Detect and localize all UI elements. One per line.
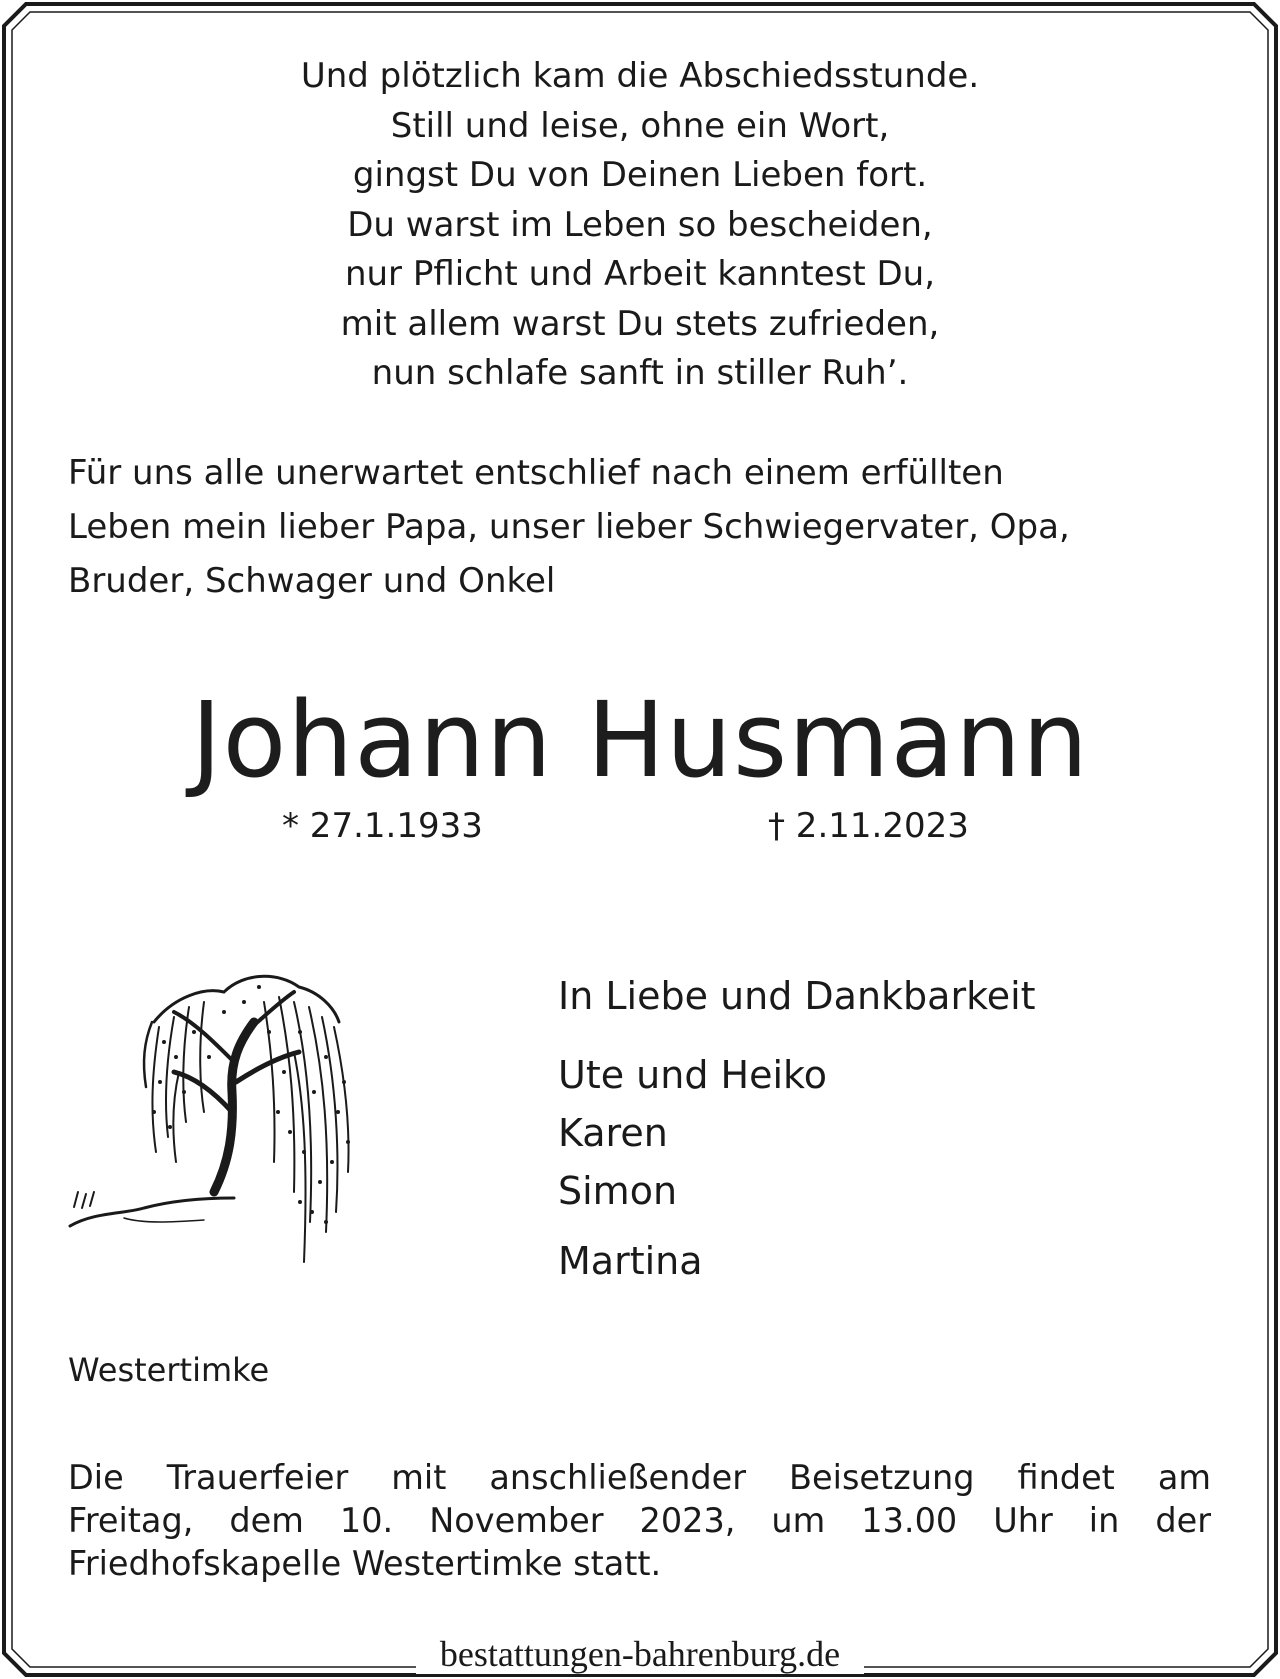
- poem: [0, 52, 1280, 399]
- mourners-list: [558, 1046, 827, 1290]
- intro-text: [68, 446, 1218, 608]
- notice-line: Friedhofskapelle Westertimke statt.: [68, 1544, 662, 1583]
- poem-line: gingst Du von Deinen Lieben fort.: [352, 155, 928, 195]
- notice-line: Die Trauerfeier mit anschließender Beisetzung findet am: [68, 1458, 1211, 1497]
- place-name: Westertimke: [68, 1351, 270, 1389]
- notice-line: Freitag, dem 10. November 2023, um 13.00 Uhr in der: [68, 1501, 1211, 1540]
- birth-date: * 27.1.1933: [282, 806, 483, 846]
- funeral-notice: [68, 1456, 1211, 1585]
- mourner-name: Ute und Heiko: [558, 1053, 827, 1097]
- mourner-name: Karen: [558, 1111, 668, 1155]
- weeping-willow-icon: [64, 962, 394, 1322]
- footer: [0, 1632, 1280, 1676]
- poem-line: nun schlafe sanft in stiller Ruh’.: [371, 353, 909, 393]
- intro-line: Für uns alle unerwartet entschlief nach einem erfüllten: [68, 453, 1004, 493]
- death-date: † 2.11.2023: [768, 806, 969, 846]
- intro-line: Bruder, Schwager und Onkel: [68, 561, 556, 601]
- mourner-name: Simon: [558, 1169, 678, 1213]
- poem-line: Du warst im Leben so bescheiden,: [347, 204, 933, 245]
- deceased-name: Johann Husmann: [191, 679, 1089, 801]
- poem-line: Und plötzlich kam die Abschiedsstunde.: [300, 56, 980, 96]
- poem-line: mit allem warst Du stets zufrieden,: [340, 303, 940, 344]
- mourner-name: Martina: [558, 1239, 703, 1283]
- thanks-heading: In Liebe und Dankbarkeit: [558, 974, 1036, 1018]
- poem-line: nur Pflicht und Arbeit kanntest Du,: [344, 254, 936, 294]
- intro-line: Leben mein lieber Papa, unser lieber Schwiegervater, Opa,: [68, 507, 1070, 547]
- footer-website: bestattungen-bahrenburg.de: [416, 1634, 864, 1674]
- poem-line: Still und leise, ohne ein Wort,: [390, 105, 890, 146]
